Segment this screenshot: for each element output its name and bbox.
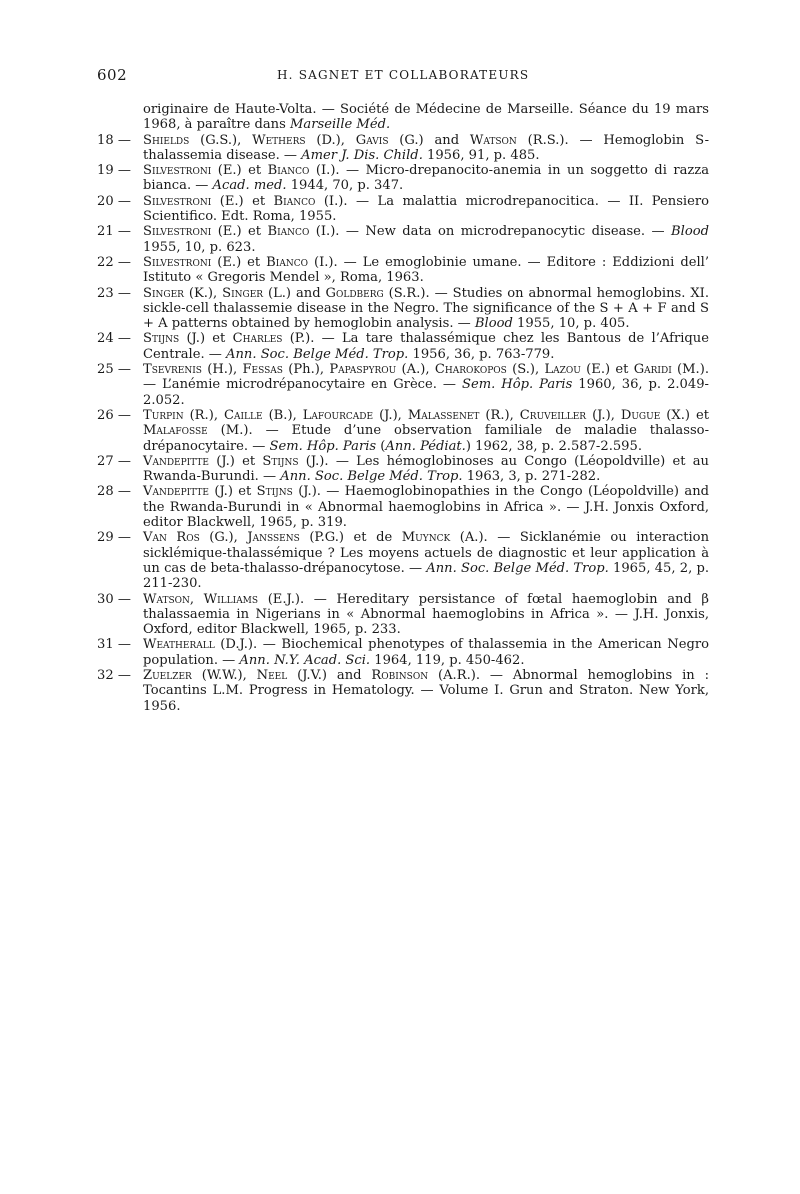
author-name: Wethers — [252, 132, 306, 148]
author-name: Dugue — [620, 407, 661, 423]
reference-text-run: (R.), — [183, 407, 224, 423]
reference-entry — [97, 194, 709, 225]
reference-text-run: 1956, 91, p. 485. — [422, 147, 540, 163]
author-name: Lazou — [544, 362, 581, 378]
author-name: Robinson — [371, 667, 429, 683]
author-name: Silvestroni — [143, 163, 212, 179]
reference-text-run: (S.), — [506, 362, 545, 378]
reference-entry — [97, 224, 709, 255]
reference-number: 32 — — [97, 667, 131, 683]
author-name: Janssens — [247, 530, 300, 546]
reference-text — [143, 484, 709, 530]
reference-text-run: 1960, 36, p. 2.049-2.052. — [143, 377, 709, 408]
reference-text — [143, 102, 709, 132]
author-name: Bianco — [266, 254, 308, 270]
author-name: Van Ros — [143, 530, 200, 546]
reference-text — [143, 331, 709, 361]
reference-text-run: (I.). — New data on microdrepanocytic disease. — — [309, 224, 672, 240]
reference-text-run: (J.), — [373, 407, 408, 423]
reference-text-run: (D.J.). — Biochemical phenotypes of thalassemia in the American Negro population. — — [143, 637, 709, 668]
reference-entry — [97, 362, 709, 408]
reference-text-run: (I.). — La malattia microdrepanocitica. — II. Pensiero Scientifico. Edt. Roma, 1955. — [143, 193, 710, 225]
reference-text-run: (J.V.) and — [287, 667, 372, 683]
reference-text-run: (R.S.). — Hemoglobin S-thalassemia disease. — — [143, 132, 710, 163]
reference-text-run: (J.), — [586, 407, 621, 423]
reference-text-run: (X.) et — [660, 407, 709, 423]
reference-number: 26 — — [97, 407, 131, 423]
author-name: Stijns — [262, 453, 299, 469]
reference-text-run: (E.J.). — Hereditary persistance of fœtal haemoglobin and β thalassaemia in Nigerians in « Abnormal haemoglobins in Africa ». — J.H. Jonxis, Oxford, editor Blackwell, 1965, p. 233. — [143, 591, 709, 638]
reference-text — [143, 362, 709, 408]
reference-number: 29 — — [97, 530, 131, 546]
journal-title: Ann. Soc. Belge Méd. Trop. — [426, 560, 609, 576]
reference-entry — [97, 133, 709, 164]
reference-text-run: 1965, 45, 2, p. 211-230. — [143, 560, 709, 592]
author-name: Muynck — [401, 530, 451, 546]
reference-number: 31 — — [97, 637, 131, 653]
reference-entry — [97, 637, 709, 668]
reference-list — [97, 102, 709, 714]
reference-text-run: (G.), — [199, 530, 248, 546]
reference-text-run: (I.). — Le emoglobinie umane. — Editore : Eddizioni dell’ Istituto « Gregoris Mendel », Roma, 1963. — [143, 254, 709, 286]
author-name: Singer — [222, 285, 264, 301]
journal-title: Acad. med. — [212, 178, 287, 194]
author-name: Silvestroni — [143, 224, 212, 240]
reference-text-run: (P.). — La tare thalassémique chez les Bantous de l’Afrique Centrale. — — [143, 331, 709, 362]
journal-title: Blood — [671, 224, 709, 240]
reference-text — [143, 224, 709, 254]
reference-text-run: (E.) et — [211, 163, 268, 179]
author-name: Singer — [143, 285, 184, 301]
reference-text-run: (H.), — [201, 362, 243, 378]
author-name: Bianco — [267, 163, 310, 179]
author-name: Tsevrenis — [143, 362, 202, 378]
reference-text-run: (S.R.). — Studies on abnormal hemoglobins. XI. sickle-cell thalassemie disease in the Negro. The significance of the S + A + F and S + A patterns obtained by hemoglobin analysis. — — [143, 285, 709, 332]
author-name: Stijns — [143, 331, 180, 347]
reference-text-run: (K.), — [183, 285, 223, 301]
reference-entry — [97, 163, 709, 194]
reference-text-run: (L.) and — [263, 285, 326, 301]
reference-entry — [97, 530, 709, 591]
reference-number: 24 — — [97, 331, 131, 347]
reference-text-run: (W.W.), — [191, 667, 257, 683]
author-name: Vandepitte — [143, 453, 209, 469]
reference-text-run: (J.) et — [179, 331, 233, 347]
reference-text-run: (J.) et — [208, 453, 263, 469]
reference-text-run: (A.). — Sicklanémie ou interaction sicklémique-thalassémique ? Les moyens actuels de diagnostic et leur application à un cas de beta-thalasso-drépanocytose. — — [143, 530, 710, 576]
reference-entry — [97, 668, 709, 714]
author-name: Silvestroni — [143, 254, 212, 270]
author-name: Lafourcade — [302, 407, 374, 423]
author-name: Watson, Williams — [143, 591, 259, 607]
reference-number: 19 — — [97, 163, 131, 179]
reference-text-run: ( — [376, 438, 386, 454]
reference-text-run: 1956, 36, p. 763-779. — [408, 346, 555, 362]
reference-text — [143, 163, 709, 193]
reference-text-run: (E.) et — [211, 224, 268, 240]
reference-text-run: (J.) et — [208, 484, 257, 500]
journal-title: Ann. Soc. Belge Méd. Trop. — [280, 469, 463, 485]
author-name: Watson — [469, 132, 517, 148]
page-number: 602 — [97, 66, 128, 84]
reference-number: 27 — — [97, 453, 131, 469]
reference-entry — [97, 408, 709, 454]
reference-text-run: 1955, 10, p. 405. — [512, 316, 630, 332]
reference-text — [143, 133, 709, 163]
reference-text-run: (R.), — [479, 407, 520, 423]
reference-text — [143, 637, 709, 667]
author-name: Bianco — [273, 193, 316, 209]
journal-title: Ann. Soc. Belge Méd. Trop. — [226, 346, 409, 362]
author-name: Goldberg — [325, 285, 384, 301]
reference-text-run: ) 1962, 38, p. 2.587-2.595. — [465, 438, 643, 454]
author-name: Malafosse — [143, 423, 208, 439]
reference-text-run: 1964, 119, p. 450-462. — [370, 652, 525, 668]
reference-text-run: (G.S.), — [189, 132, 253, 148]
reference-number: 28 — — [97, 484, 131, 500]
reference-text-run: (G.) and — [388, 132, 470, 148]
author-name: Charokopos — [434, 362, 507, 378]
author-name: Malassenet — [407, 407, 480, 423]
reference-text-run: (D.), — [305, 132, 356, 148]
journal-title: Amer J. Dis. Child. — [301, 147, 423, 163]
reference-text-run: (J.). — Haemoglobinopathies in the Congo (Léopoldville) and the Rwanda-Burundi in « Abnormal haemoglobins in Africa ». — J.H. Jonxis Oxford, editor Blackwell, 1965, p. 319. — [143, 484, 710, 531]
page-header — [97, 66, 709, 86]
reference-text-run: (M.). — Etude d’une observation familiale de maladie thalasso-drépanocytaire. — — [143, 423, 709, 454]
reference-number: 21 — — [97, 224, 131, 240]
reference-number: 18 — — [97, 132, 131, 148]
journal-title: Sem. Hôp. Paris — [462, 377, 573, 393]
author-name: Weatherall — [143, 637, 215, 653]
reference-text-run: (P.G.) et de — [299, 530, 402, 546]
reference-text — [143, 530, 709, 591]
reference-entry — [97, 255, 709, 286]
author-name: Turpin — [143, 407, 184, 423]
author-name: Cruveiller — [519, 407, 587, 423]
reference-entry — [97, 454, 709, 485]
reference-entry — [97, 286, 709, 332]
reference-number: 20 — — [97, 193, 131, 209]
journal-title: Ann. N.Y. Acad. Sci. — [239, 652, 371, 668]
reference-text — [143, 592, 709, 638]
reference-number: 30 — — [97, 591, 131, 607]
reference-text-run: (A.), — [396, 362, 435, 378]
reference-number: 23 — — [97, 285, 131, 301]
author-name: Stijns — [256, 484, 293, 500]
reference-text-run: (M.). — L’anémie microdrépanocytaire en Grèce. — — [143, 362, 709, 393]
reference-number: 22 — — [97, 254, 131, 270]
author-name: Bianco — [267, 224, 310, 240]
journal-title: Marseille Méd. — [290, 117, 391, 133]
reference-number: 25 — — [97, 362, 131, 378]
reference-text-run: 1955, 10, p. 623. — [143, 239, 256, 255]
reference-text — [143, 454, 709, 484]
reference-text-run: (Ph.), — [282, 362, 330, 378]
author-name: Gavis — [355, 132, 389, 148]
reference-text-run: (J.). — Les hémoglobinoses au Congo (Léopoldville) et au Rwanda-Burundi. — — [143, 453, 709, 485]
running-head: H. SAGNET ET COLLABORATEURS — [277, 68, 530, 82]
reference-text-run: (E.) et — [580, 362, 634, 378]
reference-text-run: (A.R.). — Abnormal hemoglobins in : Tocantins L.M. Progress in Hematology. — Volume I. Grun and Straton. New York, 1956. — [143, 667, 709, 714]
author-name: Neel — [256, 667, 288, 683]
reference-text — [143, 194, 709, 224]
author-name: Zuelzer — [143, 667, 192, 683]
reference-text-run: (I.). — Micro-drepanocito-anemia in un soggetto di razza bianca. — — [143, 163, 710, 194]
reference-text-run: (B.), — [262, 407, 303, 423]
author-name: Garidi — [633, 362, 672, 378]
reference-text — [143, 408, 709, 454]
reference-text — [143, 255, 709, 285]
reference-text-run: (E.) et — [211, 193, 274, 209]
journal-title: Blood — [474, 316, 513, 332]
reference-text-run: 1944, 70, p. 347. — [286, 178, 404, 194]
reference-entry — [97, 484, 709, 530]
reference-text-run: (E.) et — [211, 254, 267, 270]
journal-title: Sem. Hôp. Paris — [269, 438, 377, 454]
reference-text-run: originaire de Haute-Volta. — Société de Médecine de Marseille. Séance du 19 mars 1968, à paraître dans — [143, 102, 709, 133]
author-name: Papaspyrou — [329, 362, 397, 378]
author-name: Vandepitte — [143, 484, 209, 500]
author-name: Silvestroni — [143, 193, 212, 209]
reference-text — [143, 286, 709, 332]
author-name: Caille — [223, 407, 263, 423]
reference-entry — [97, 331, 709, 362]
author-name: Shields — [143, 132, 190, 148]
journal-title: Ann. Pédiat. — [385, 438, 466, 454]
reference-entry — [97, 102, 709, 133]
author-name: Charles — [232, 331, 283, 347]
reference-text-run: 1963, 3, p. 271-282. — [462, 469, 601, 485]
reference-text — [143, 668, 709, 714]
author-name: Fessas — [242, 362, 283, 378]
reference-entry — [97, 592, 709, 638]
